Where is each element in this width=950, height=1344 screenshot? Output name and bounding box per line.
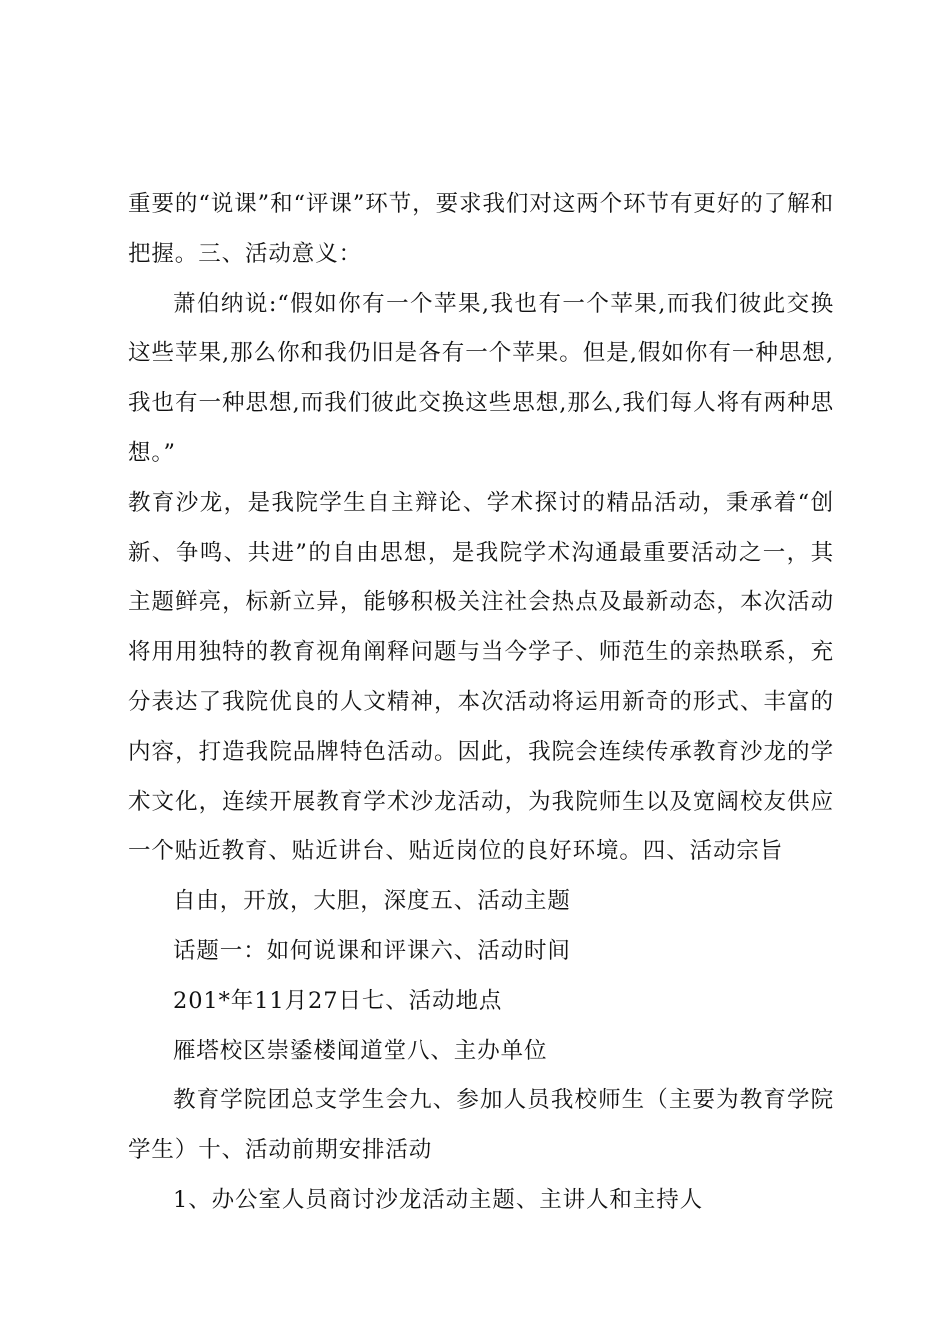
paragraph-intro: 重要的“说课”和“评课”环节，要求我们对这两个环节有更好的了解和把握。三、活动意义： <box>128 191 834 267</box>
document-page <box>128 180 834 1226</box>
paragraph-quote: 萧伯纳说:“假如你有一个苹果,我也有一个苹果,而我们彼此交换这些苹果,那么你和我仍旧是各有一个苹果。但是,假如你有一种思想,我也有一种思想,而我们彼此交换这些思想,那么,我们每人将有两种思想。” <box>128 290 834 466</box>
paragraph-organizer: 教育学院团总支学生会九、参加人员我校师生（主要为教育学院学生）十、活动前期安排活动 <box>128 1087 834 1164</box>
paragraph-venue: 雁塔校区崇鋈楼闻道堂八、主办单位 <box>173 1037 548 1064</box>
paragraph-step-1: 1、办公室人员商讨沙龙活动主题、主讲人和主持人 <box>173 1186 704 1213</box>
paragraph-salon-description: 教育沙龙，是我院学生自主辩论、学术探讨的精品活动，秉承着“创新、争鸣、共进”的自由思想，是我院学术沟通最重要活动之一，其主题鲜亮，标新立异，能够积极关注社会热点及最新动态，本次活动将用用独特的教育视角阐释问题与当今学子、师范生的亲热联系，充分表达了我院优良的人文精神，本次活动将运用新奇的形式、丰富的内容，打造我院品牌特色活动。因此，我院会连续传承教育沙龙的学术文化，连续开展教育学术沙龙活动，为我院师生以及宽阔校友供应一个贴近教育、贴近讲台、贴近岗位的良好环境。四、活动宗旨 <box>128 489 834 865</box>
paragraph-purpose: 自由，开放，大胆，深度五、活动主题 <box>173 888 571 915</box>
paragraph-time: 201*年11月27日七、活动地点 <box>173 987 503 1014</box>
paragraph-topic: 话题一：如何说课和评课六、活动时间 <box>173 937 571 964</box>
